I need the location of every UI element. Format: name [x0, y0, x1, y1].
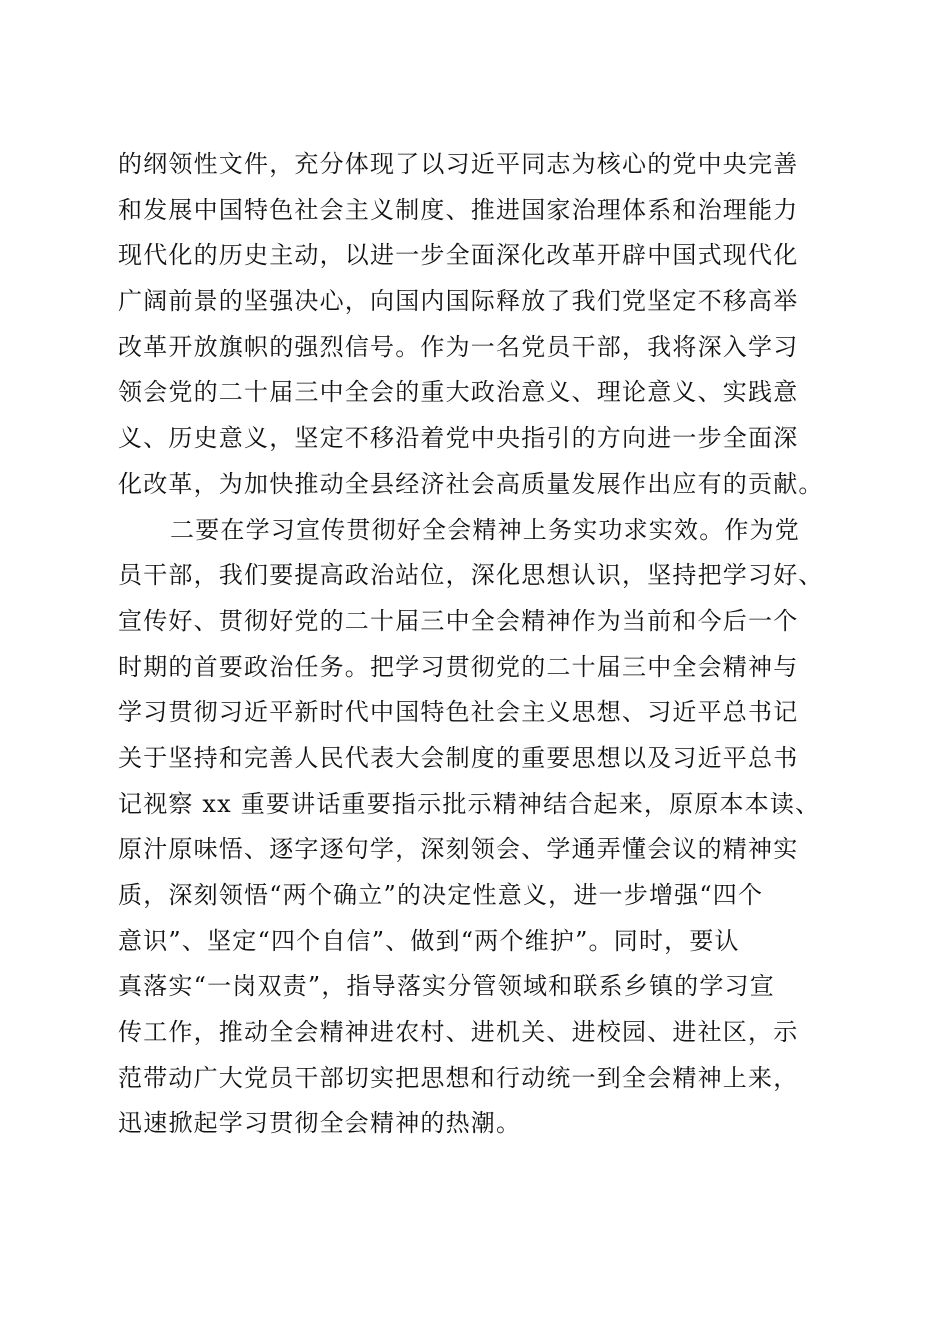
- text-line: 改革开放旗帜的强烈信号。作为一名党员干部，我将深入学习: [118, 332, 799, 361]
- text-line: 学习贯彻习近平新时代中国特色社会主义思想、习近平总书记: [118, 698, 799, 727]
- text-line: 传工作，推动全会精神进农村、进机关、进校园、进社区，示: [118, 1018, 799, 1047]
- text-line: 和发展中国特色社会主义制度、推进国家治理体系和治理能力: [118, 195, 799, 224]
- text-line: 记视察 xx 重要讲话重要指示批示精神结合起来，原原本本读、: [118, 789, 821, 818]
- text-line: 关于坚持和完善人民代表大会制度的重要思想以及习近平总书: [118, 743, 799, 772]
- text-line: 真落实“一岗双责”，指导落实分管领域和联系乡镇的学习宣: [118, 972, 775, 1001]
- text-line: 义、历史意义，坚定不移沿着党中央指引的方向进一步全面深: [118, 424, 799, 453]
- text-line: 质，深刻领悟“两个确立”的决定性意义，进一步增强“四个: [118, 881, 764, 909]
- document-body: [118, 142, 858, 1147]
- text-line: 的纲领性文件，充分体现了以习近平同志为核心的党中央完善: [118, 150, 799, 178]
- text-line: 领会党的二十届三中全会的重大政治意义、理论意义、实践意: [118, 378, 799, 407]
- text-line: 迅速掀起学习贯彻全会精神的热潮。: [118, 1109, 522, 1138]
- text-line: 原汁原味悟、逐字逐句学，深刻领会、学通弄懂会议的精神实: [118, 835, 799, 864]
- text-line: 宣传好、贯彻好党的二十届三中全会精神作为当前和今后一个: [118, 606, 799, 635]
- text-line: 范带动广大党员干部切实把思想和行动统一到全会精神上来，: [118, 1063, 799, 1092]
- text-line: 广阔前景的坚强决心，向国内国际释放了我们党坚定不移高举: [118, 287, 799, 316]
- paragraph-start-line: 二要在学习宣传贯彻好全会精神上务实功求实效。作为党: [170, 515, 800, 544]
- text-line: 时期的首要政治任务。把学习贯彻党的二十届三中全会精神与: [118, 652, 799, 681]
- text-line: 员干部，我们要提高政治站位，深化思想认识，坚持把学习好、: [118, 561, 824, 590]
- text-line: 现代化的历史主动，以进一步全面深化改革开辟中国式现代化: [118, 241, 799, 270]
- text-line: 意识”、坚定“四个自信”、做到“两个维护”。同时，要认: [118, 926, 740, 955]
- text-line: 化改革，为加快推动全县经济社会高质量发展作出应有的贡献。: [118, 469, 824, 498]
